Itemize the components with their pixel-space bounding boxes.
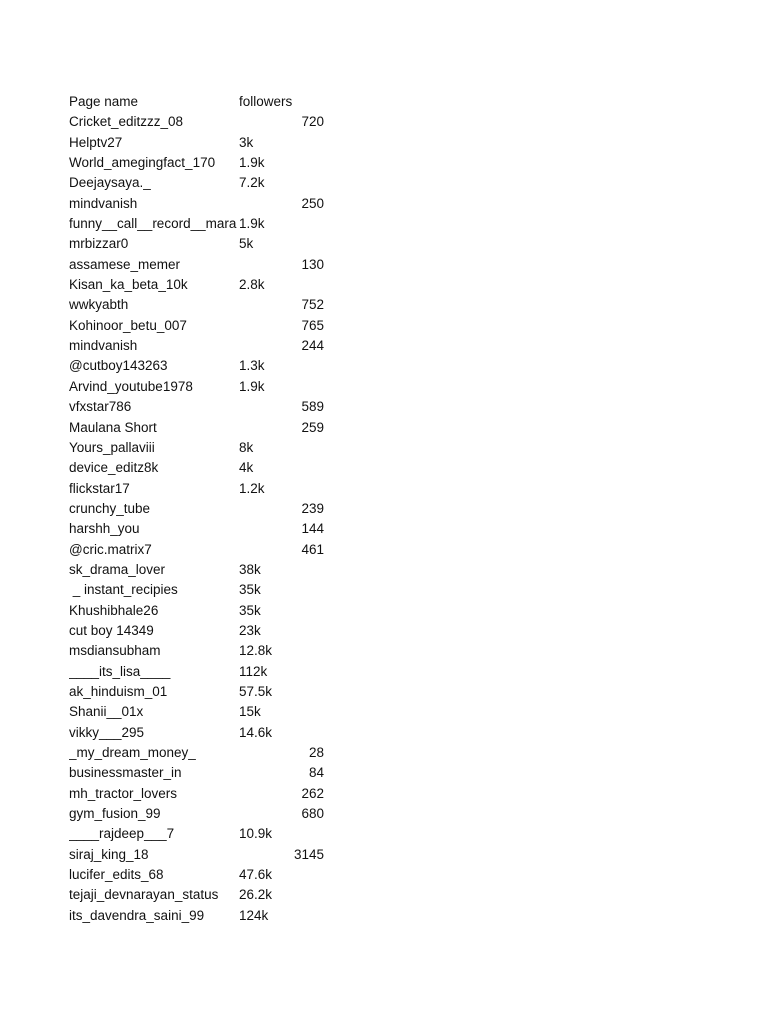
followers-cell: 15k (239, 702, 261, 722)
followers-cell: 130 (301, 256, 324, 272)
followers-cell: 26.2k (239, 885, 272, 905)
page-name-cell: harshh_you (69, 521, 140, 537)
page-name-cell: gym_fusion_99 (69, 806, 161, 822)
followers-cell: 1.9k (239, 153, 265, 173)
table-row (69, 865, 399, 885)
table-row (69, 519, 399, 539)
followers-cell: 3145 (293, 846, 324, 862)
page-name-cell: vfxstar786 (69, 399, 132, 415)
table-row (69, 662, 399, 682)
table-row (69, 316, 399, 336)
table-row (69, 784, 399, 804)
followers-cell: 752 (301, 297, 324, 313)
page-name-cell: ____rajdeep___7 (69, 826, 175, 842)
table-row (69, 397, 399, 417)
followers-cell: 144 (301, 521, 324, 537)
table-row (69, 906, 399, 926)
followers-cell: 765 (301, 317, 324, 333)
page-name-cell: its_davendra_saini_99 (69, 907, 205, 923)
followers-cell: 124k (239, 906, 268, 926)
table-row (69, 438, 399, 458)
page-name-cell: Kisan_ka_beta_10k (69, 277, 188, 293)
followers-cell: 12.8k (239, 641, 272, 661)
table-row (69, 458, 399, 478)
table-row (69, 173, 399, 193)
page-name-column-header: Page name (69, 94, 139, 109)
table-row (69, 621, 399, 641)
page-name-cell: ____its_lisa____ (69, 663, 171, 679)
page-name-cell: sk_drama_lover (69, 561, 166, 577)
followers-cell: 38k (239, 560, 261, 580)
followers-cell: 589 (301, 399, 324, 415)
page-name-cell: lucifer_edits_68 (69, 867, 164, 883)
page-name-cell: Cricket_editzzz_08 (69, 114, 184, 130)
table-row (69, 133, 399, 153)
page-name-cell: mindvanish (69, 338, 138, 354)
table-row (69, 153, 399, 173)
followers-cell: 250 (301, 195, 324, 211)
followers-cell: 14.6k (239, 723, 272, 743)
page-name-cell: mindvanish (69, 195, 138, 211)
followers-cell: 4k (239, 458, 253, 478)
followers-cell: 1.9k (239, 377, 265, 397)
table-row (69, 580, 399, 600)
table-row (69, 845, 399, 865)
table-row (69, 560, 399, 580)
page-name-cell: flickstar17 (69, 480, 130, 496)
table-row (69, 479, 399, 499)
page-name-cell: businessmaster_in (69, 765, 182, 781)
page-name-cell: msdiansubham (69, 643, 161, 659)
table-row (69, 234, 399, 254)
table-header-row (69, 92, 399, 112)
followers-cell: 680 (301, 806, 324, 822)
followers-cell: 10.9k (239, 824, 272, 844)
page-name-cell: mrbizzar0 (69, 236, 129, 252)
followers-cell: 1.3k (239, 356, 265, 376)
followers-cell: 8k (239, 438, 253, 458)
table-row (69, 255, 399, 275)
followers-cell: 1.2k (239, 479, 265, 499)
page-name-cell: funny__call__record__mara (69, 216, 237, 232)
page-name-cell: wwkyabth (69, 297, 129, 313)
page-name-cell: @cric.matrix7 (69, 541, 152, 557)
page-name-cell: World_amegingfact_170 (69, 155, 216, 171)
followers-cell: 720 (301, 114, 324, 130)
page-name-cell: Kohinoor_betu_007 (69, 317, 187, 333)
followers-cell: 112k (239, 662, 267, 682)
page-name-cell: Helptv27 (69, 134, 123, 150)
followers-cell: 47.6k (239, 865, 272, 885)
table-row (69, 194, 399, 214)
table-row (69, 275, 399, 295)
page-name-cell: device_editz8k (69, 460, 159, 476)
followers-cell: 5k (239, 234, 253, 254)
page-name-cell: tejaji_devnarayan_status (69, 887, 219, 903)
followers-cell: 35k (239, 580, 261, 600)
table-row (69, 702, 399, 722)
page-name-cell: cut boy 14349 (69, 622, 154, 638)
followers-cell: 2.8k (239, 275, 265, 295)
followers-cell: 23k (239, 621, 261, 641)
followers-cell: 35k (239, 601, 261, 621)
page-name-cell: _my_dream_money_ (69, 745, 196, 760)
table-row (69, 540, 399, 560)
page-name-cell: mh_tractor_lovers (69, 785, 178, 801)
table-row (69, 641, 399, 661)
followers-table (69, 92, 399, 926)
page-name-cell: ak_hinduism_01 (69, 683, 168, 699)
followers-cell: 244 (301, 338, 324, 354)
followers-cell: 7.2k (239, 173, 265, 193)
table-row (69, 682, 399, 702)
page-name-cell: crunchy_tube (69, 500, 151, 516)
followers-cell: 84 (308, 765, 324, 781)
followers-cell: 1.9k (239, 214, 265, 234)
table-row (69, 112, 399, 132)
page-name-cell: _ instant_recipies (69, 582, 178, 598)
table-row (69, 743, 399, 763)
table-body (69, 112, 399, 926)
table-row (69, 723, 399, 743)
table-row (69, 601, 399, 621)
page-name-cell: assamese_memer (69, 256, 181, 272)
page-name-cell: Maulana Short (69, 419, 157, 435)
page-name-cell: Deejaysaya._ (69, 175, 151, 191)
table-row (69, 763, 399, 783)
page-name-cell: Yours_pallaviii (69, 439, 155, 455)
table-row (69, 377, 399, 397)
followers-cell: 262 (301, 785, 324, 801)
table-row (69, 295, 399, 315)
table-row (69, 418, 399, 438)
page-name-cell: siraj_king_18 (69, 846, 149, 862)
table-row (69, 336, 399, 356)
followers-cell: 57.5k (239, 682, 272, 702)
table-row (69, 499, 399, 519)
page-name-cell: Shanii__01x (69, 704, 144, 720)
followers-cell: 3k (239, 133, 253, 153)
table-row (69, 804, 399, 824)
followers-cell: 28 (308, 745, 324, 760)
table-row (69, 214, 399, 234)
page-name-cell: Arvind_youtube1978 (69, 378, 193, 394)
page-name-cell: Khushibhale26 (69, 602, 159, 618)
table-row (69, 885, 399, 905)
followers-cell: 461 (301, 541, 324, 557)
table-row (69, 824, 399, 844)
followers-cell: 259 (301, 419, 324, 435)
table-row (69, 356, 399, 376)
page-name-cell: @cutboy143263 (69, 358, 168, 374)
page-name-cell: vikky___295 (69, 724, 145, 740)
followers-column-header: followers (239, 94, 293, 109)
followers-cell: 239 (301, 500, 324, 516)
